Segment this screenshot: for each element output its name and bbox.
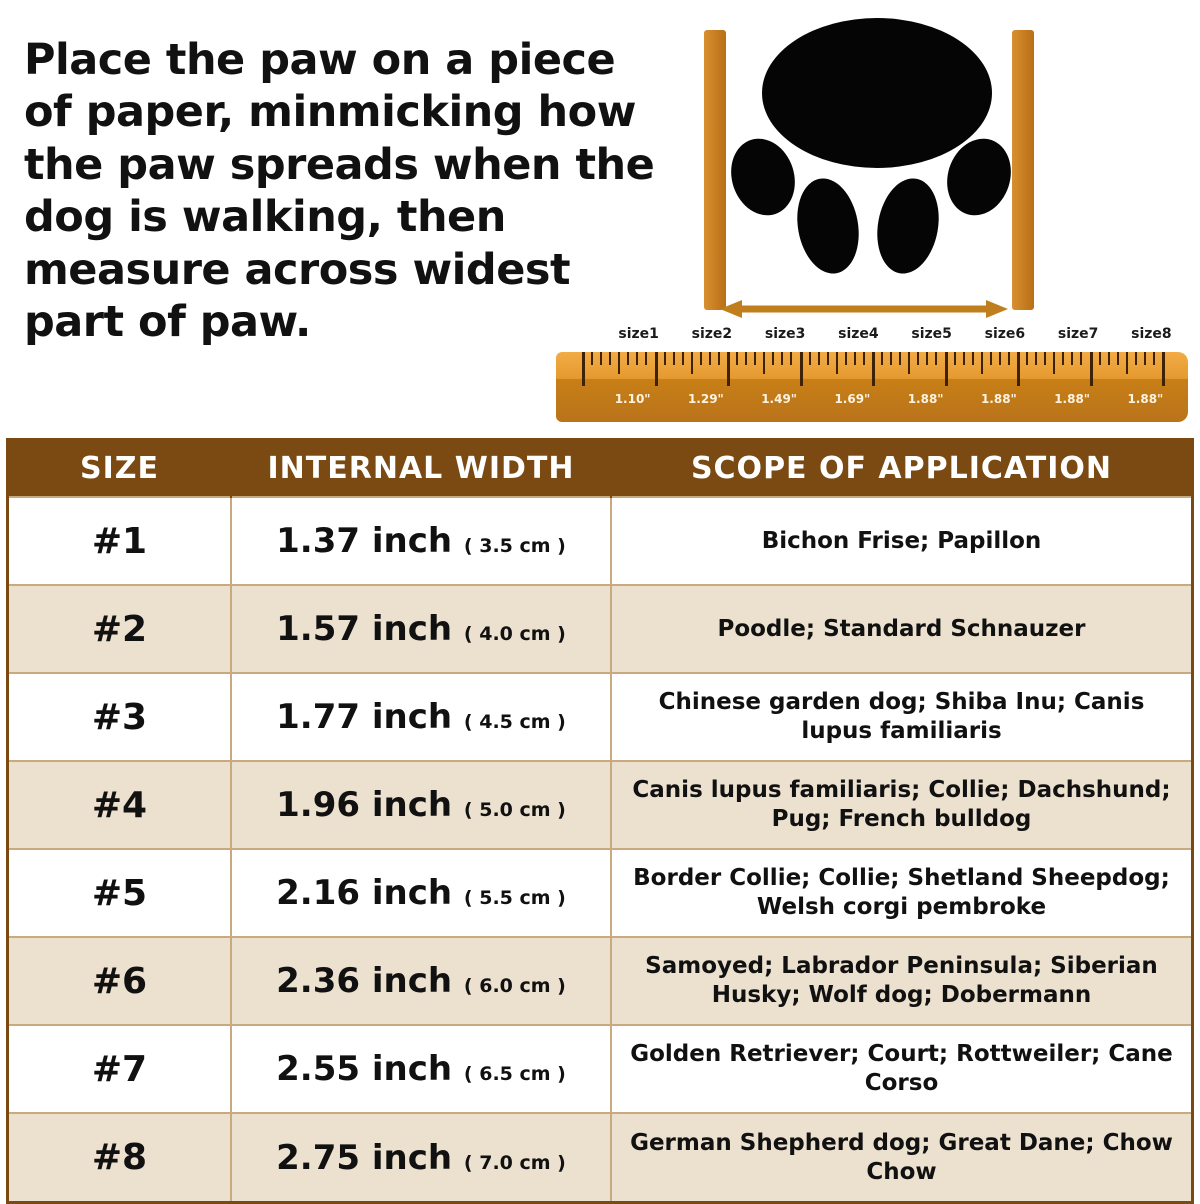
paw-diagram xyxy=(690,10,1060,320)
top-section xyxy=(0,0,1200,432)
ruler-diagram xyxy=(556,326,1188,426)
cell-size: #7 xyxy=(9,1025,231,1113)
cell-size: #2 xyxy=(9,585,231,673)
ruler-tick xyxy=(691,352,693,374)
ruler-tick xyxy=(1135,352,1137,365)
ruler-tick xyxy=(899,352,901,365)
width-centimeters: ( 5.5 cm ) xyxy=(463,887,566,909)
ruler-tick xyxy=(727,352,730,386)
ruler-tick xyxy=(881,352,883,365)
table-row xyxy=(9,849,1191,937)
measure-bar-left xyxy=(704,30,726,310)
ruler-size-label: size3 xyxy=(764,326,806,342)
ruler-size-label: size8 xyxy=(1131,326,1172,342)
cell-scope-of-application: Samoyed; Labrador Peninsula; Siberian Husky; Wolf dog; Dobermann xyxy=(611,937,1191,1025)
ruler-size-label: size6 xyxy=(984,326,1026,342)
cell-internal-width xyxy=(231,937,611,1025)
width-centimeters: ( 4.0 cm ) xyxy=(463,623,566,645)
ruler-tick xyxy=(981,352,983,374)
cell-size: #8 xyxy=(9,1113,231,1201)
table-row xyxy=(9,585,1191,673)
ruler-tick xyxy=(1062,352,1064,365)
ruler-tick xyxy=(636,352,638,365)
cell-scope-of-application: Chinese garden dog; Shiba Inu; Canis lupus familiaris xyxy=(611,673,1191,761)
ruler-tick xyxy=(627,352,629,365)
ruler-tick xyxy=(872,352,875,386)
ruler-tick xyxy=(845,352,847,365)
ruler-tick xyxy=(745,352,747,365)
ruler-tick xyxy=(1035,352,1037,365)
ruler-tick xyxy=(917,352,919,365)
ruler-value-label: 1.10" xyxy=(614,392,651,406)
width-inches: 1.77 inch xyxy=(276,697,453,737)
table-row xyxy=(9,1113,1191,1201)
cell-internal-width xyxy=(231,1113,611,1201)
ruler-value-label: 1.88" xyxy=(980,392,1017,406)
ruler-size-labels xyxy=(602,326,1188,348)
ruler-tick xyxy=(1071,352,1073,365)
table-row xyxy=(9,1025,1191,1113)
ruler-tick xyxy=(926,352,928,365)
ruler-tick xyxy=(790,352,792,365)
ruler-tick xyxy=(709,352,711,365)
cell-size: #5 xyxy=(9,849,231,937)
ruler-tick xyxy=(655,352,658,386)
ruler-tick xyxy=(772,352,774,365)
size-table xyxy=(6,438,1194,1204)
width-inches: 2.16 inch xyxy=(276,873,453,913)
ruler-tick xyxy=(1044,352,1046,365)
ruler-tick xyxy=(999,352,1001,365)
ruler-tick xyxy=(664,352,666,365)
paw-toe-1-icon xyxy=(721,130,804,223)
ruler-tick xyxy=(1017,352,1020,386)
cell-size: #4 xyxy=(9,761,231,849)
table-header-row xyxy=(9,441,1191,497)
ruler-tick xyxy=(972,352,974,365)
ruler-tick xyxy=(990,352,992,365)
cell-size: #3 xyxy=(9,673,231,761)
ruler-tick xyxy=(945,352,948,386)
width-inches: 2.75 inch xyxy=(276,1137,453,1178)
ruler-tick xyxy=(1026,352,1028,365)
ruler-tick xyxy=(718,352,720,365)
ruler-tick xyxy=(836,352,838,374)
measure-bar-right xyxy=(1012,30,1034,310)
ruler-size-label: size7 xyxy=(1057,326,1099,342)
ruler-tick xyxy=(591,352,593,365)
ruler-tick xyxy=(700,352,702,365)
ruler-size-label: size1 xyxy=(618,326,659,342)
table-row xyxy=(9,937,1191,1025)
ruler-value-label: 1.29" xyxy=(687,392,724,406)
ruler-size-label: size5 xyxy=(911,326,952,342)
cell-scope-of-application: Canis lupus familiaris; Collie; Dachshund; Pug; French bulldog xyxy=(611,761,1191,849)
ruler-tick xyxy=(1144,352,1146,365)
cell-internal-width xyxy=(231,585,611,673)
paw-toe-2-icon xyxy=(790,174,866,279)
ruler-tick xyxy=(863,352,865,365)
table-row xyxy=(9,673,1191,761)
ruler-tick xyxy=(800,352,803,386)
width-centimeters: ( 7.0 cm ) xyxy=(463,1151,566,1174)
width-centimeters: ( 5.0 cm ) xyxy=(463,799,566,821)
ruler-tick xyxy=(645,352,647,365)
header-internal-width: INTERNAL WIDTH xyxy=(231,441,611,497)
table-row xyxy=(9,497,1191,585)
ruler-ticks xyxy=(582,352,1184,392)
table-row xyxy=(9,761,1191,849)
ruler-tick xyxy=(682,352,684,365)
cell-size: #1 xyxy=(9,497,231,585)
ruler-tick xyxy=(1053,352,1055,374)
width-centimeters: ( 3.5 cm ) xyxy=(463,535,566,557)
ruler-tick xyxy=(908,352,910,374)
ruler-tick xyxy=(818,352,820,365)
ruler-tick xyxy=(854,352,856,365)
ruler-tick xyxy=(1090,352,1093,386)
cell-scope-of-application: Golden Retriever; Court; Rottweiler; Cane Corso xyxy=(611,1025,1191,1113)
ruler-tick xyxy=(1126,352,1128,374)
ruler-tick xyxy=(754,352,756,365)
measuring-instructions-text: Place the paw on a piece of paper, minmicking how the paw spreads when the dog is walking, then measure across widest part of paw. xyxy=(24,35,655,348)
paw-toe-3-icon xyxy=(870,174,946,279)
ruler-tick xyxy=(1162,352,1165,386)
cell-internal-width xyxy=(231,1025,611,1113)
cell-scope-of-application: German Shepherd dog; Great Dane; Chow Chow xyxy=(611,1113,1191,1201)
ruler-tick xyxy=(1080,352,1082,365)
header-size: SIZE xyxy=(9,441,231,497)
ruler-tick xyxy=(618,352,620,374)
ruler-value-label: 1.88" xyxy=(907,392,944,406)
ruler-tick xyxy=(1099,352,1101,365)
ruler-tick xyxy=(809,352,811,365)
ruler-tick xyxy=(890,352,892,365)
ruler-tick xyxy=(673,352,675,365)
ruler-size-label: size4 xyxy=(838,326,879,342)
width-inches: 1.96 inch xyxy=(276,785,453,825)
paw-pad-icon xyxy=(762,18,992,168)
ruler-tick xyxy=(609,352,611,365)
ruler-value-label: 1.69" xyxy=(834,392,871,406)
ruler-tick xyxy=(582,352,585,386)
cell-scope-of-application: Bichon Frise; Papillon xyxy=(611,497,1191,585)
ruler-tick xyxy=(1008,352,1010,365)
width-inches: 2.55 inch xyxy=(276,1049,453,1089)
ruler-body xyxy=(556,352,1188,422)
ruler-value-label: 1.88" xyxy=(1054,392,1091,406)
header-scope-of-application: SCOPE OF APPLICATION xyxy=(611,441,1191,497)
cell-size: #6 xyxy=(9,937,231,1025)
ruler-tick xyxy=(827,352,829,365)
ruler-tick xyxy=(600,352,602,365)
width-centimeters: ( 4.5 cm ) xyxy=(463,711,566,733)
ruler-tick xyxy=(935,352,937,365)
width-inches: 1.37 inch xyxy=(276,521,453,561)
ruler-value-labels xyxy=(596,392,1182,416)
ruler-tick xyxy=(963,352,965,365)
width-centimeters: ( 6.0 cm ) xyxy=(463,975,566,997)
cell-internal-width xyxy=(231,849,611,937)
width-inches: 1.57 inch xyxy=(276,609,453,649)
cell-internal-width xyxy=(231,673,611,761)
cell-scope-of-application: Border Collie; Collie; Shetland Sheepdog; Welsh corgi pembroke xyxy=(611,849,1191,937)
ruler-tick xyxy=(1117,352,1119,365)
ruler-value-label: 1.88" xyxy=(1127,392,1164,406)
ruler-value-label: 1.49" xyxy=(761,392,798,406)
ruler-tick xyxy=(1153,352,1155,365)
ruler-tick xyxy=(1108,352,1110,365)
width-centimeters: ( 6.5 cm ) xyxy=(463,1063,566,1085)
width-inches: 2.36 inch xyxy=(276,961,453,1001)
ruler-tick xyxy=(736,352,738,365)
ruler-tick xyxy=(954,352,956,365)
ruler-size-label: size2 xyxy=(691,326,733,342)
ruler-tick xyxy=(781,352,783,365)
cell-scope-of-application: Poodle; Standard Schnauzer xyxy=(611,585,1191,673)
ruler-tick xyxy=(763,352,765,374)
width-arrow-icon xyxy=(720,300,1008,318)
cell-internal-width xyxy=(231,497,611,585)
cell-internal-width xyxy=(231,761,611,849)
